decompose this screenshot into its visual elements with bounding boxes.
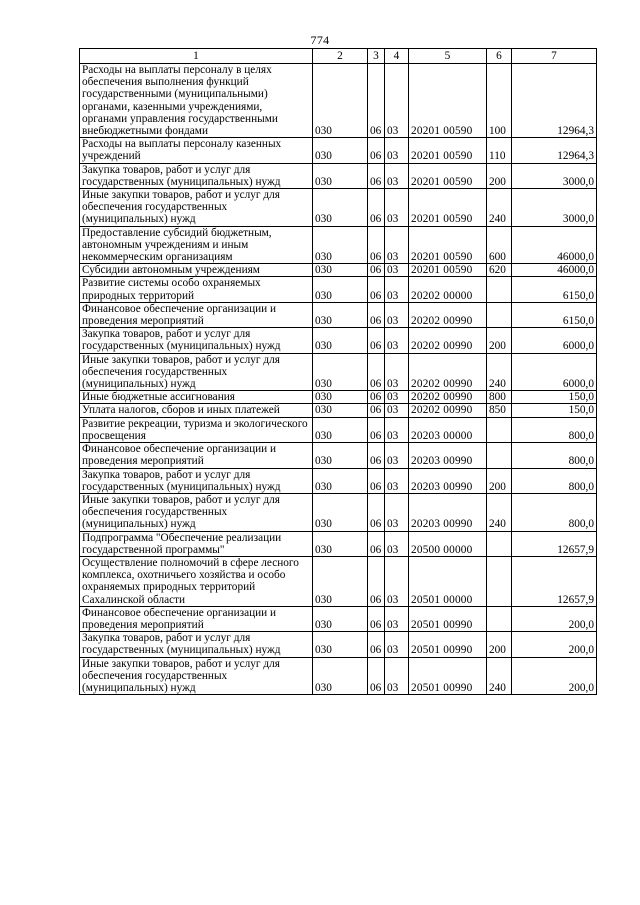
- cell-target-article: 20201 00590: [409, 264, 487, 277]
- cell-amount: 150,0: [512, 404, 597, 417]
- cell-amount: 200,0: [512, 606, 597, 631]
- cell-name: Финансовое обеспечение организации и проведения мероприятий: [80, 606, 313, 631]
- cell-name: Иные закупки товаров, работ и услуг для обеспечения государственных (муниципальных) нужд: [80, 189, 313, 227]
- cell-name: Закупка товаров, работ и услуг для государственных (муниципальных) нужд: [80, 632, 313, 657]
- cell-name: Субсидии автономным учреждениям: [80, 264, 313, 277]
- cell-admin-code: 030: [313, 531, 368, 556]
- cell-amount: 6000,0: [512, 328, 597, 353]
- cell-subsection: 03: [385, 302, 409, 327]
- cell-section: 06: [368, 493, 385, 531]
- cell-section: 06: [368, 302, 385, 327]
- table-row: [80, 632, 597, 657]
- cell-target-article: 20202 00990: [409, 302, 487, 327]
- cell-admin-code: 030: [313, 493, 368, 531]
- header-col-4: 4: [385, 49, 409, 64]
- cell-section: 06: [368, 353, 385, 391]
- cell-section: 06: [368, 189, 385, 227]
- cell-target-article: 20203 00990: [409, 443, 487, 468]
- cell-section: 06: [368, 531, 385, 556]
- cell-target-article: 20501 00990: [409, 632, 487, 657]
- cell-admin-code: 030: [313, 302, 368, 327]
- cell-name: Иные бюджетные ассигнования: [80, 391, 313, 404]
- cell-target-article: 20202 00990: [409, 353, 487, 391]
- cell-section: 06: [368, 556, 385, 606]
- cell-section: 06: [368, 404, 385, 417]
- cell-name: Уплата налогов, сборов и иных платежей: [80, 404, 313, 417]
- cell-expense-type: [487, 417, 512, 442]
- cell-section: 06: [368, 163, 385, 188]
- cell-amount: 800,0: [512, 468, 597, 493]
- cell-expense-type: [487, 606, 512, 631]
- cell-section: 06: [368, 606, 385, 631]
- cell-expense-type: [487, 277, 512, 302]
- cell-amount: 12657,9: [512, 556, 597, 606]
- table-row: [80, 226, 597, 264]
- cell-subsection: 03: [385, 189, 409, 227]
- header-row: [80, 49, 597, 64]
- table-row: [80, 163, 597, 188]
- cell-admin-code: 030: [313, 657, 368, 695]
- cell-expense-type: 240: [487, 657, 512, 695]
- cell-name: Финансовое обеспечение организации и проведения мероприятий: [80, 443, 313, 468]
- page-number: 774: [310, 33, 330, 47]
- cell-subsection: 03: [385, 353, 409, 391]
- cell-name: Предоставление субсидий бюджетным, автономным учреждениям и иным некоммерческим организациям: [80, 226, 313, 264]
- cell-admin-code: 030: [313, 417, 368, 442]
- cell-target-article: 20201 00590: [409, 138, 487, 163]
- cell-target-article: 20201 00590: [409, 189, 487, 227]
- table-row: [80, 443, 597, 468]
- cell-amount: 12964,3: [512, 138, 597, 163]
- cell-name: Иные закупки товаров, работ и услуг для обеспечения государственных (муниципальных) нужд: [80, 493, 313, 531]
- cell-expense-type: 200: [487, 328, 512, 353]
- cell-admin-code: 030: [313, 277, 368, 302]
- cell-admin-code: 030: [313, 468, 368, 493]
- cell-subsection: 03: [385, 493, 409, 531]
- cell-name: Закупка товаров, работ и услуг для государственных (муниципальных) нужд: [80, 328, 313, 353]
- cell-expense-type: 850: [487, 404, 512, 417]
- cell-name: Подпрограмма "Обеспечение реализации государственной программы": [80, 531, 313, 556]
- cell-target-article: 20202 00990: [409, 328, 487, 353]
- cell-subsection: 03: [385, 417, 409, 442]
- table-row: [80, 138, 597, 163]
- cell-subsection: 03: [385, 64, 409, 138]
- cell-amount: 800,0: [512, 443, 597, 468]
- cell-section: 06: [368, 64, 385, 138]
- cell-section: 06: [368, 264, 385, 277]
- cell-subsection: 03: [385, 468, 409, 493]
- cell-section: 06: [368, 138, 385, 163]
- cell-target-article: 20501 00000: [409, 556, 487, 606]
- cell-subsection: 03: [385, 226, 409, 264]
- table-row: [80, 657, 597, 695]
- cell-amount: 150,0: [512, 391, 597, 404]
- cell-admin-code: 030: [313, 163, 368, 188]
- cell-target-article: 20501 00990: [409, 657, 487, 695]
- cell-admin-code: 030: [313, 443, 368, 468]
- cell-subsection: 03: [385, 632, 409, 657]
- cell-section: 06: [368, 468, 385, 493]
- header-col-6: 6: [487, 49, 512, 64]
- cell-name: Финансовое обеспечение организации и проведения мероприятий: [80, 302, 313, 327]
- cell-section: 06: [368, 417, 385, 442]
- cell-name: Осуществление полномочий в сфере лесного комплекса, охотничьего хозяйства и особо охраняемых природных территорий Сахалинской области: [80, 556, 313, 606]
- cell-target-article: 20202 00000: [409, 277, 487, 302]
- cell-subsection: 03: [385, 277, 409, 302]
- cell-section: 06: [368, 277, 385, 302]
- cell-expense-type: 240: [487, 353, 512, 391]
- cell-section: 06: [368, 632, 385, 657]
- cell-amount: 6150,0: [512, 302, 597, 327]
- cell-expense-type: [487, 443, 512, 468]
- cell-name: Закупка товаров, работ и услуг для государственных (муниципальных) нужд: [80, 468, 313, 493]
- cell-target-article: 20201 00590: [409, 226, 487, 264]
- cell-target-article: 20203 00990: [409, 493, 487, 531]
- cell-amount: 46000,0: [512, 264, 597, 277]
- cell-admin-code: 030: [313, 328, 368, 353]
- table-row: [80, 404, 597, 417]
- cell-subsection: 03: [385, 264, 409, 277]
- cell-subsection: 03: [385, 657, 409, 695]
- cell-section: 06: [368, 443, 385, 468]
- cell-name: Развитие системы особо охраняемых природных территорий: [80, 277, 313, 302]
- cell-name: Закупка товаров, работ и услуг для государственных (муниципальных) нужд: [80, 163, 313, 188]
- cell-subsection: 03: [385, 391, 409, 404]
- cell-expense-type: [487, 531, 512, 556]
- cell-section: 06: [368, 391, 385, 404]
- cell-target-article: 20201 00590: [409, 163, 487, 188]
- table-row: [80, 277, 597, 302]
- cell-admin-code: 030: [313, 189, 368, 227]
- cell-amount: 6000,0: [512, 353, 597, 391]
- table-row: [80, 391, 597, 404]
- cell-expense-type: 200: [487, 163, 512, 188]
- table-body: [80, 64, 597, 695]
- cell-section: 06: [368, 657, 385, 695]
- cell-admin-code: 030: [313, 353, 368, 391]
- cell-amount: 12964,3: [512, 64, 597, 138]
- cell-expense-type: [487, 556, 512, 606]
- cell-target-article: 20203 00000: [409, 417, 487, 442]
- cell-subsection: 03: [385, 531, 409, 556]
- cell-amount: 6150,0: [512, 277, 597, 302]
- cell-expense-type: 240: [487, 493, 512, 531]
- cell-expense-type: [487, 302, 512, 327]
- cell-section: 06: [368, 328, 385, 353]
- cell-amount: 800,0: [512, 417, 597, 442]
- header-col-5: 5: [409, 49, 487, 64]
- cell-admin-code: 030: [313, 391, 368, 404]
- header-col-3: 3: [368, 49, 385, 64]
- cell-name: Расходы на выплаты персоналу в целях обеспечения выполнения функций государственными (муниципальными) органами, казенными учреждениями, органами управления государственными внебюджетными фондами: [80, 64, 313, 138]
- cell-expense-type: 800: [487, 391, 512, 404]
- cell-amount: 12657,9: [512, 531, 597, 556]
- cell-target-article: 20203 00990: [409, 468, 487, 493]
- cell-admin-code: 030: [313, 138, 368, 163]
- cell-subsection: 03: [385, 163, 409, 188]
- table-row: [80, 493, 597, 531]
- table-row: [80, 417, 597, 442]
- table-row: [80, 353, 597, 391]
- cell-subsection: 03: [385, 404, 409, 417]
- table-row: [80, 302, 597, 327]
- cell-subsection: 03: [385, 443, 409, 468]
- cell-admin-code: 030: [313, 226, 368, 264]
- cell-amount: 200,0: [512, 657, 597, 695]
- table-row: [80, 606, 597, 631]
- table-row: [80, 189, 597, 227]
- header-col-2: 2: [313, 49, 368, 64]
- cell-amount: 46000,0: [512, 226, 597, 264]
- budget-table: [79, 48, 597, 695]
- cell-expense-type: 100: [487, 64, 512, 138]
- cell-expense-type: 620: [487, 264, 512, 277]
- cell-target-article: 20202 00990: [409, 391, 487, 404]
- cell-amount: 200,0: [512, 632, 597, 657]
- cell-target-article: 20500 00000: [409, 531, 487, 556]
- table-row: [80, 64, 597, 138]
- cell-admin-code: 030: [313, 632, 368, 657]
- cell-amount: 800,0: [512, 493, 597, 531]
- cell-amount: 3000,0: [512, 189, 597, 227]
- header-col-7: 7: [512, 49, 597, 64]
- cell-subsection: 03: [385, 556, 409, 606]
- cell-admin-code: 030: [313, 64, 368, 138]
- cell-name: Развитие рекреации, туризма и экологического просвещения: [80, 417, 313, 442]
- cell-expense-type: 240: [487, 189, 512, 227]
- cell-admin-code: 030: [313, 606, 368, 631]
- cell-target-article: 20202 00990: [409, 404, 487, 417]
- cell-subsection: 03: [385, 606, 409, 631]
- table-row: [80, 556, 597, 606]
- cell-name: Расходы на выплаты персоналу казенных учреждений: [80, 138, 313, 163]
- cell-admin-code: 030: [313, 404, 368, 417]
- cell-target-article: 20501 00990: [409, 606, 487, 631]
- cell-expense-type: 200: [487, 468, 512, 493]
- cell-admin-code: 030: [313, 556, 368, 606]
- cell-amount: 3000,0: [512, 163, 597, 188]
- header-col-1: 1: [80, 49, 313, 64]
- table-row: [80, 531, 597, 556]
- cell-expense-type: 600: [487, 226, 512, 264]
- cell-subsection: 03: [385, 328, 409, 353]
- table-row: [80, 264, 597, 277]
- table-row: [80, 328, 597, 353]
- cell-expense-type: 200: [487, 632, 512, 657]
- cell-target-article: 20201 00590: [409, 64, 487, 138]
- cell-section: 06: [368, 226, 385, 264]
- cell-expense-type: 110: [487, 138, 512, 163]
- cell-admin-code: 030: [313, 264, 368, 277]
- cell-name: Иные закупки товаров, работ и услуг для обеспечения государственных (муниципальных) нужд: [80, 353, 313, 391]
- cell-subsection: 03: [385, 138, 409, 163]
- table-row: [80, 468, 597, 493]
- cell-name: Иные закупки товаров, работ и услуг для обеспечения государственных (муниципальных) нужд: [80, 657, 313, 695]
